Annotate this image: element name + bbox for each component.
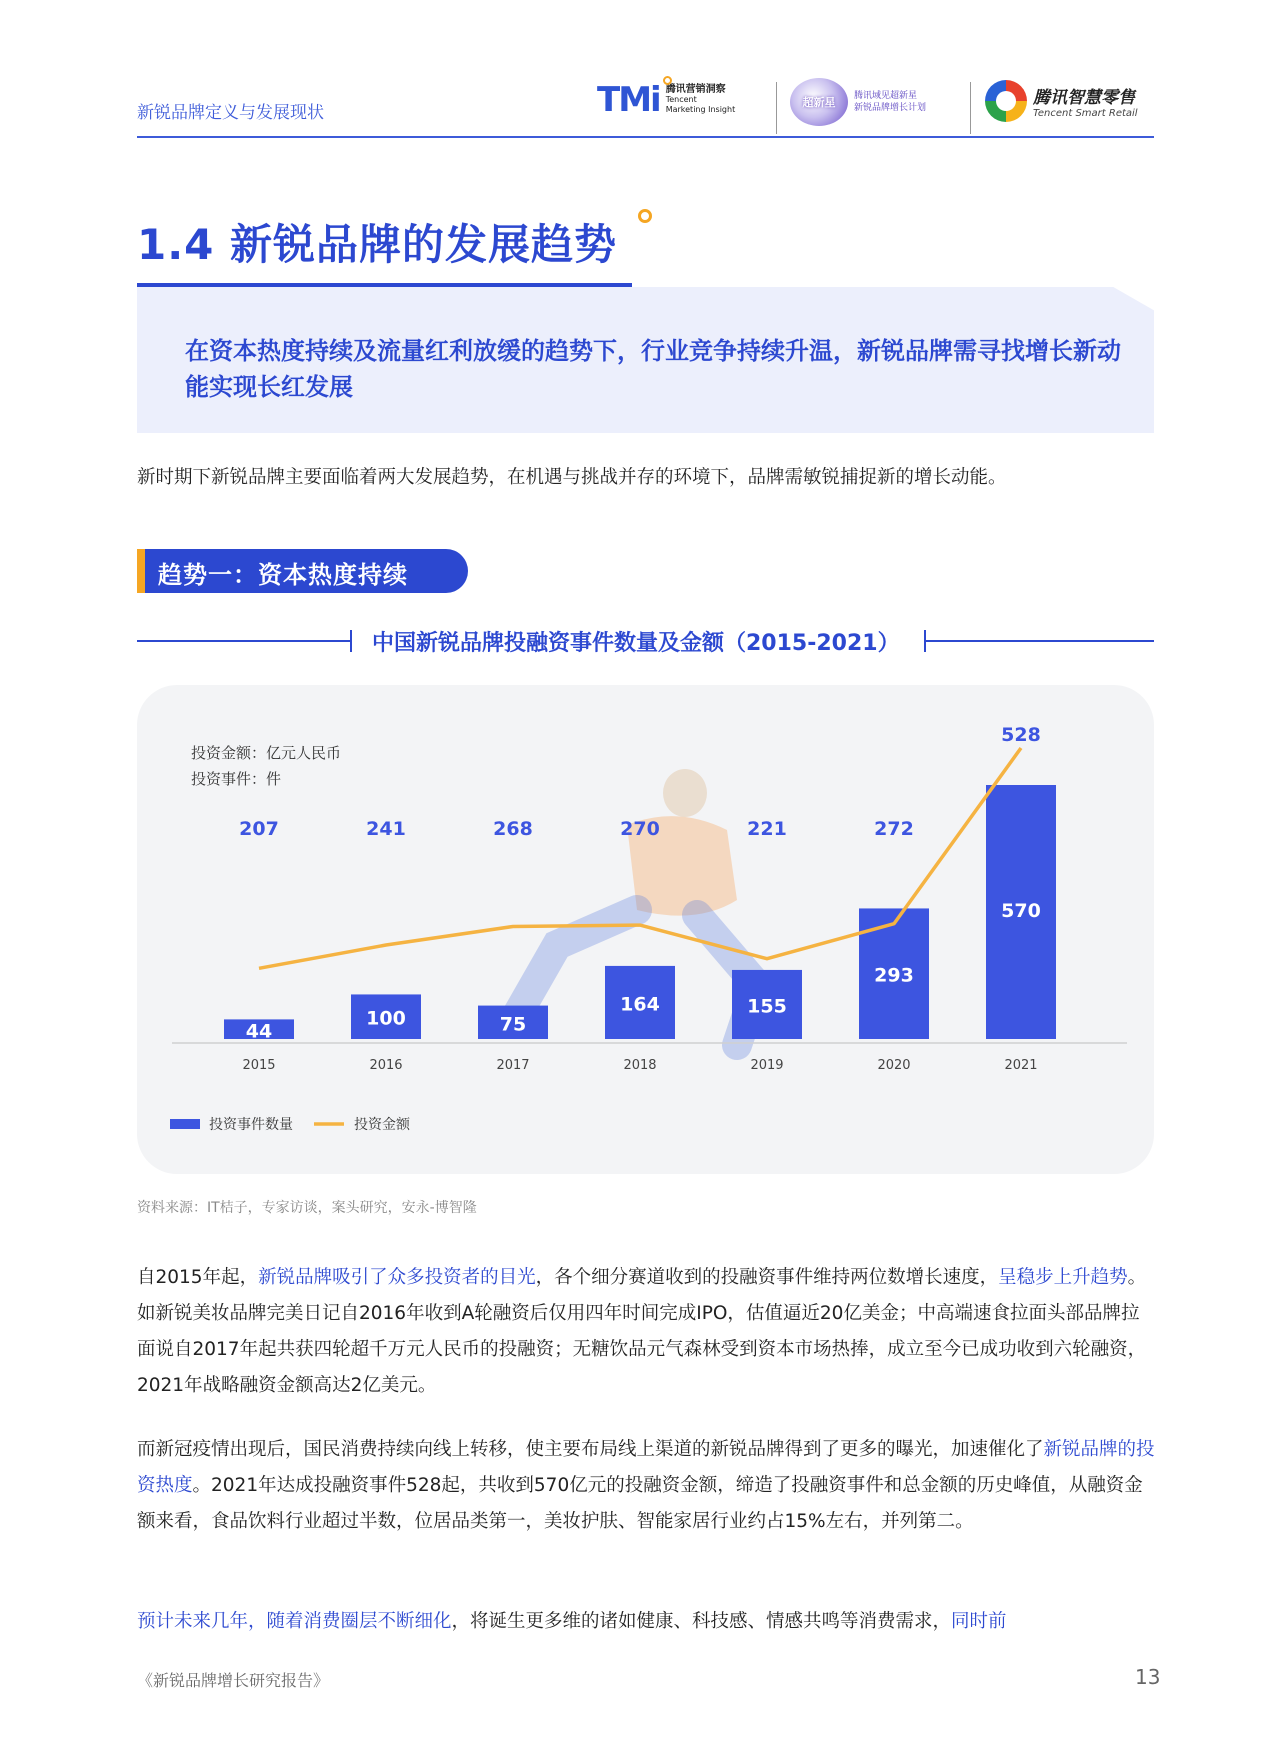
chart-title-rule-left [137, 640, 350, 642]
legend-label-bars: 投资事件数量 [209, 1117, 293, 1133]
bar-label-2019: 155 [747, 995, 787, 1018]
supernova-logo-text [854, 90, 926, 114]
header-section-title: 新锐品牌定义与发展现状 [137, 103, 324, 123]
legend-label-line: 投资金额 [354, 1117, 410, 1133]
bar-label-2015: 44 [245, 1020, 273, 1043]
x-tick-2016: 2016 [369, 1058, 403, 1073]
line-label-2017: 268 [493, 818, 533, 840]
smart-retail-text [1033, 83, 1138, 119]
tmi-logo-en2: Marketing Insight [665, 105, 736, 114]
p3-highlight-c: 同时前 [951, 1611, 1007, 1632]
unit-events: 投资事件：件 [191, 770, 282, 788]
header-rule [137, 136, 1154, 138]
supernova-line1: 腾讯域见超新星 [854, 91, 918, 101]
supernova-badge-text: 超新星 [802, 96, 836, 109]
legend-swatch-bars [170, 1119, 200, 1129]
supernova-line2: 新锐品牌增长计划 [854, 103, 927, 113]
x-tick-2021: 2021 [1004, 1058, 1038, 1073]
bar-label-2021: 570 [1001, 900, 1041, 922]
p1-text-c: ，各个细分赛道收到的投融资事件维持两位数增长速度， [535, 1267, 999, 1288]
callout-text: 在资本热度持续及流量红利放缓的趋势下，行业竞争持续升温，新锐品牌需寻找增长新动能实现长红发展 [185, 337, 1121, 401]
logo-divider [776, 82, 777, 134]
paragraph-2 [137, 1432, 1157, 1540]
logo-divider [970, 82, 971, 134]
bar-label-2020: 293 [874, 964, 914, 987]
paragraph-1 [137, 1260, 1157, 1404]
intro-paragraph: 新时期下新锐品牌主要面临着两大发展趋势，在机遇与挑战并存的环境下，品牌需敏锐捕捉新的增长动能。 [137, 467, 1007, 488]
tmi-logo-cn: 腾讯营销洞察 [665, 84, 726, 95]
bar-label-2018: 164 [620, 993, 660, 1016]
line-label-2019: 221 [747, 818, 787, 840]
p1-text-e: 。如新锐美妆品牌完美日记自2016年收到A轮融资后仅用四年时间完成IPO，估值逼近20亿美金；中高端速食拉面头部品牌拉面说自2017年起共获四轮超千万元人民币的投融资；无糖饮品元气森林受到资本市场热捧，成立至今已成功收到六轮融资，2021年战略融资金额高达2亿美元。 [137, 1267, 1147, 1396]
bar-label-2016: 100 [366, 1007, 406, 1030]
line-label-2021: 528 [1001, 724, 1041, 746]
chart-title-tick-left [350, 630, 352, 652]
p3-text-b: ，将诞生更多维的诸如健康、科技感、情感共鸣等消费需求， [451, 1611, 952, 1632]
chart-title: 中国新锐品牌投融资事件数量及金额（2015-2021） [372, 631, 900, 656]
line-label-2020: 272 [874, 818, 914, 840]
paragraph-3 [137, 1604, 1157, 1640]
smart-retail-cn: 腾讯智慧零售 [1033, 88, 1135, 108]
smart-retail-en: Tencent Smart Retail [1033, 108, 1138, 119]
tmi-logo [597, 78, 757, 122]
x-tick-2020: 2020 [877, 1058, 911, 1073]
supernova-badge-icon [790, 78, 848, 126]
p1-highlight-d: 呈稳步上升趋势 [998, 1267, 1128, 1288]
tmi-logo-text [666, 85, 736, 115]
tmi-logo-en1: Tencent [665, 95, 697, 104]
line-label-2018: 270 [620, 818, 660, 840]
trend-tab-accent [137, 549, 145, 593]
line-label-2016: 241 [366, 818, 406, 840]
smart-retail-ring-icon [985, 80, 1027, 122]
title-dot-icon [638, 209, 652, 223]
p2-text-c: 。2021年达成投融资事件528起，共收到570亿元的投融资金额，缔造了投融资事件和总金额的历史峰值，从融资金额来看，食品饮料行业超过半数，位居品类第一，美妆护肤、智能家居行业约占15%左右，并列第二。 [137, 1475, 1143, 1532]
p1-text-a: 自2015年起， [137, 1267, 259, 1288]
source-note: 资料来源：IT桔子，专家访谈，案头研究，安永-博智隆 [137, 1200, 477, 1216]
x-tick-2019: 2019 [750, 1058, 784, 1073]
bar-label-2017: 75 [499, 1013, 527, 1036]
page-number: 13 [1135, 1665, 1161, 1689]
unit-amount: 投资金额：亿元人民币 [191, 744, 342, 762]
p3-highlight-a: 预计未来几年，随着消费圈层不断细化 [137, 1611, 452, 1632]
p2-text-a: 而新冠疫情出现后，国民消费持续向线上转移，使主要布局线上渠道的新锐品牌得到了更多的曝光，加速催化了 [137, 1439, 1044, 1460]
runner-head-illustration [663, 769, 707, 817]
tmi-logo-dot-icon [663, 76, 672, 85]
line-label-2015: 207 [239, 818, 279, 840]
supernova-logo [790, 78, 960, 126]
x-tick-2018: 2018 [623, 1058, 657, 1073]
investment-chart [137, 685, 1154, 1174]
p2-highlight-b: 新锐品牌的投资热度 [137, 1439, 1155, 1496]
section-title: 1.4 新锐品牌的发展趋势 [137, 220, 618, 269]
trend-tab-label: 趋势一：资本热度持续 [158, 561, 408, 589]
tencent-smart-retail-logo [985, 76, 1160, 126]
footer-report-name: 《新锐品牌增长研究报告》 [137, 1671, 330, 1690]
chart-title-rule-right [926, 640, 1154, 642]
title-underline [137, 283, 632, 287]
x-tick-2015: 2015 [242, 1058, 276, 1073]
p1-highlight-b: 新锐品牌吸引了众多投资者的目光 [258, 1267, 536, 1288]
tmi-logo-mark: TMi [597, 80, 660, 120]
x-tick-2017: 2017 [496, 1058, 530, 1073]
